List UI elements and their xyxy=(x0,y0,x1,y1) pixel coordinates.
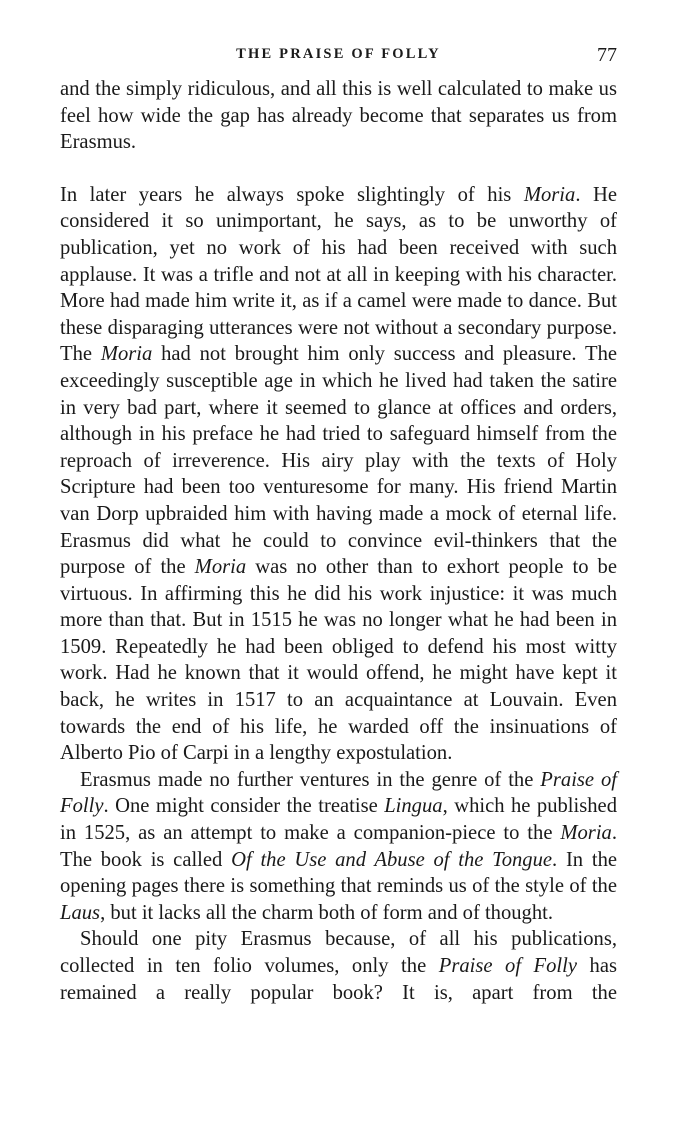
running-head xyxy=(60,42,617,76)
paragraph-2: In later years he always spoke slightingly of his Moria. He considered it so unimportant, he says, as to be unworthy of publication, yet no work of his had been received with such applause. It was a trifle and not at all in keeping with his character. More had made him write it, as if a camel were made to dance. But these disparaging utterances were not without a secondary purpose. The Moria had not brought him only success and pleasure. The exceedingly susceptible age in which he lived had taken the satire in very bad part, where it seemed to glance at offices and orders, although in his preface he had tried to safeguard himself from the reproach of irreverence. His airy play with the texts of Holy Scripture had been too venturesome for many. His friend Martin van Dorp upbraided him with having made a mock of eternal life. Erasmus did what he could to convince evil-thinkers that the purpose of the Moria was no other than to exhort people to be virtuous. In affirming this he did his work injustice: it was much more than that. But in 1515 he was no longer what he had been in 1509. Repeatedly he had been obliged to defend his most witty work. Had he known that it would offend, he might have kept it back, he writes in 1517 to an acquaintance at Louvain. Even towards the end of his life, he warded off the insinuations of Alberto Pio of Carpi in a lengthy expostulation. xyxy=(60,183,618,765)
running-title: THE PRAISE OF FOLLY xyxy=(236,46,441,62)
body-text xyxy=(60,76,617,1006)
paragraph-4: Should one pity Erasmus because, of all his publications, collected in ten folio volumes, only the Praise of Folly has remained a really popular book? It is, apart from the xyxy=(60,928,618,1004)
paragraph-3: Erasmus made no further ventures in the genre of the Praise of Folly. One might consider the treatise Lingua, which he published in 1525, as an attempt to make a companion-piece to the Moria. The book is called Of the Use and Abuse of the Tongue. In the opening pages there is something that reminds us of the style of the Laus, but it lacks all the charm both of form and of thought. xyxy=(60,768,618,924)
paragraph-1: and the simply ridiculous, and all this is well calculated to make us feel how wide the gap has already become that separates us from Erasmus. xyxy=(60,78,617,154)
page-number: 77 xyxy=(597,44,617,66)
book-page xyxy=(60,42,617,1006)
